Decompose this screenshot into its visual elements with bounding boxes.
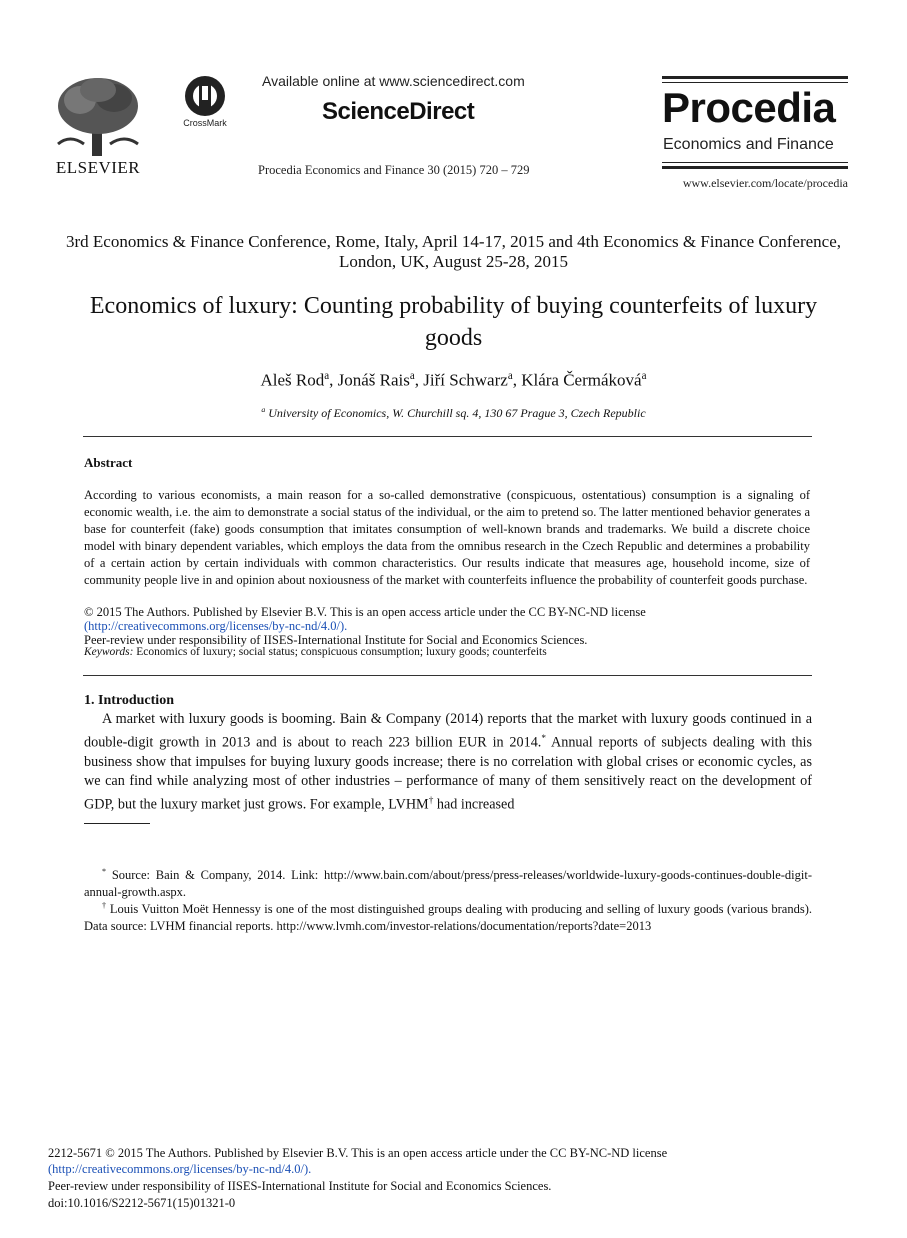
paper-title: Economics of luxury: Counting probability of buying counterfeits of luxury goods [89,293,818,351]
sciencedirect-logo[interactable]: ScienceDirect [322,98,475,125]
author-affiliation-mark: a [409,370,415,382]
author-name: Jiří Schwarz [423,370,508,390]
affiliation-mark: a [261,405,266,414]
author-list: Aleš Rod$^a$, Jonáš Rais$^a$, Jiří Schwarz$^a$, Klára Čermáková$^a$ [260,370,647,390]
author-name: Aleš Rod [260,370,325,390]
available-online-text: Available online at www.sciencedirect.com [262,73,525,89]
affiliation [60,405,847,421]
journal-reference: Procedia Economics and Finance 30 (2015) 720 – 729 [258,163,530,177]
issn-copyright-line: 2212-5671 © 2015 The Authors. Published by Elsevier B.V. This is an open access article under the CC BY-NC-ND license [48,1146,668,1160]
divider [83,675,812,676]
doi-line[interactable]: doi:10.1016/S2212-5671(15)01321-0 [48,1196,236,1210]
introduction-paragraph [84,710,812,814]
license-link[interactable]: (http://creativecommons.org/licenses/by-nc-nd/4.0/). [84,619,348,633]
author-name: Jonáš Rais [337,370,410,390]
footnote-mark: * [102,867,107,876]
footnote [84,863,812,901]
intro-text-part: Annual reports of subjects dealing with this business show that impulses for buying luxury goods increase; there is no correlation with global crises or economic cycles, as we can find while analyzing most of other industries – performance of many of them sensitively react on the development of GDP, but the luxury market just grows. For example, LVHM [84,734,812,813]
procedia-rule [662,162,848,163]
footnote-mark[interactable]: * [541,733,546,743]
footnote-text: Louis Vuitton Moët Hennessy is one of the most distinguished groups dealing with producing and selling of luxury goods (various brands). Data source: LVHM financial reports. http://www.lvmh.com/investor-relations/documentation/reports?date=2013 [84,902,812,934]
keywords-text: Economics of luxury; social status; conspicuous consumption; luxury goods; counterfeits [136,646,547,658]
elsevier-wordmark: ELSEVIER [55,158,141,177]
footnote-mark: † [102,901,107,910]
procedia-subtitle: Economics and Finance [663,136,834,153]
section-heading: 1. Introduction [84,693,174,708]
divider [83,436,812,437]
author-affiliation-mark: a [641,370,647,382]
abstract-text: According to various economists, a main reason for a so-called demonstrative (conspicuous, ostentatious) consumption is a signaling of economic wealth, i.e. the aim to demonstrate a social status of the individual, or the aim to pretend so. The latter mentioned behavior generates a base for counterfeit (fake) goods consumption that imitates consumption of well-known brands and trademarks. We build a discrete choice model with binary dependent variables, which employs the data from the omnibus research in the Czech Republic and determines a probability of a certain action by certain individuals with common characteristics. Our results indicate that measures age, household income, size of community people live in and opinion about noxiousness of the market with counterfeits influence the probability of counterfeit goods purchase. [84,488,810,587]
procedia-url[interactable]: www.elsevier.com/locate/procedia [682,176,848,190]
copyright-line: © 2015 The Authors. Published by Elsevier B.V. This is an open access article under the CC BY-NC-ND license [84,605,646,619]
conference-line: 3rd Economics & Finance Conference, Rome, Italy, April 14-17, 2015 and 4th Economics & Finance Conference, London, UK, August 25-28, 2015 [65,232,842,271]
license-link[interactable]: (http://creativecommons.org/licenses/by-nc-nd/4.0/). [48,1162,312,1176]
peer-review-line: Peer-review under responsibility of IISES-International Institute for Social and Economics Sciences. [48,1179,552,1193]
keywords-line [84,646,810,659]
crossmark-label: CrossMark [183,118,227,128]
procedia-rule [662,82,848,83]
intro-text-part: A market with luxury goods is booming. Bain & Company (2014) reports that the market with luxury goods continued in a double-digit growth in 2013 and is about to reach 223 billion EUR in 2014. [84,711,812,751]
procedia-rule [662,76,848,79]
peer-review-line: Peer-review under responsibility of IISES-International Institute for Social and Economics Sciences. [84,633,588,647]
author-affiliation-mark: a [324,370,330,382]
procedia-logo: Procedia [662,84,836,131]
footnote-mark[interactable]: † [428,794,434,805]
footnote-rule [84,823,150,824]
footnote-text: Source: Bain & Company, 2014. Link: http://www.bain.com/about/press/press-releases/worldwide-luxury-goods-continues-double-digit-annual-growth.aspx. [84,868,812,900]
intro-text-part: had increased [433,796,515,813]
footnote [84,897,812,935]
procedia-rule [662,166,848,169]
author-affiliation-mark: a [507,370,513,382]
keywords-label: Keywords: [84,646,134,658]
author-name: Klára Čermáková [521,370,642,390]
affiliation-text: University of Economics, W. Churchill sq. 4, 130 67 Prague 3, Czech Republic [268,406,646,420]
abstract-heading: Abstract [84,455,133,470]
